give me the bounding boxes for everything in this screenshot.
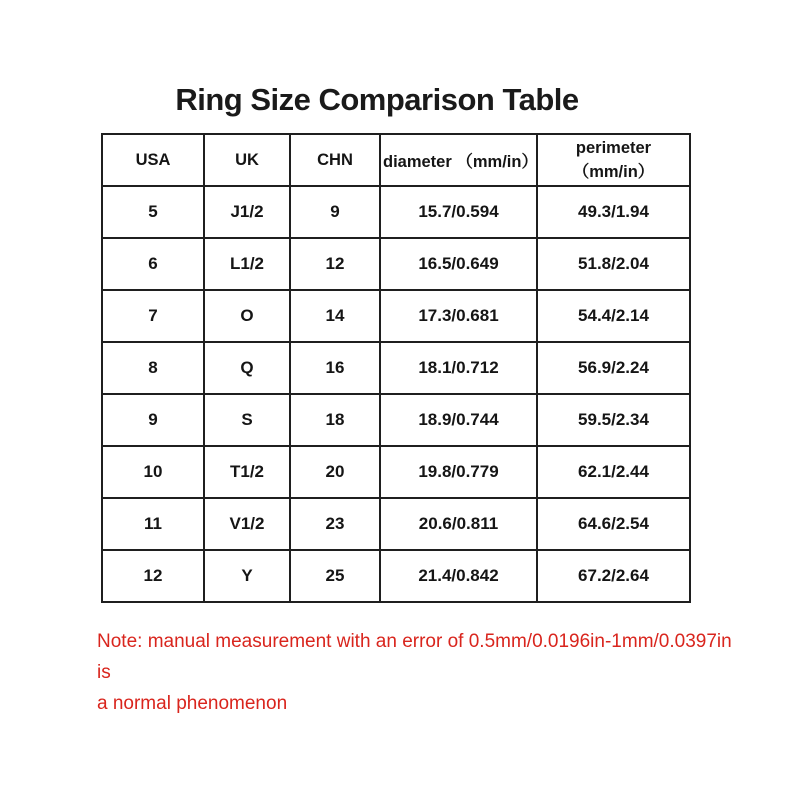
table-cell: 17.3/0.681 <box>380 290 537 342</box>
column-header-chn: CHN <box>290 134 380 186</box>
table-cell: 23 <box>290 498 380 550</box>
table-cell: T1/2 <box>204 446 290 498</box>
table-cell: 64.6/2.54 <box>537 498 690 550</box>
table-cell: V1/2 <box>204 498 290 550</box>
column-header-diameter: diameter （mm/in） <box>380 134 537 186</box>
table-cell: 14 <box>290 290 380 342</box>
table-cell: 18.1/0.712 <box>380 342 537 394</box>
note-line-1: Note: manual measurement with an error of 0.5mm/0.0196in-1mm/0.0397in is <box>97 631 732 683</box>
table-cell: 49.3/1.94 <box>537 186 690 238</box>
column-header-usa: USA <box>102 134 204 186</box>
note-line-2: a normal phenomenon <box>97 693 288 714</box>
table-cell: O <box>204 290 290 342</box>
table-cell: 20.6/0.811 <box>380 498 537 550</box>
table-cell: S <box>204 394 290 446</box>
measurement-note <box>97 626 737 719</box>
table-row <box>102 186 690 238</box>
table-cell: 62.1/2.44 <box>537 446 690 498</box>
table-cell: 8 <box>102 342 204 394</box>
table-row <box>102 550 690 602</box>
table-cell: L1/2 <box>204 238 290 290</box>
table-cell: 15.7/0.594 <box>380 186 537 238</box>
table-row <box>102 238 690 290</box>
table-header-row <box>102 134 690 186</box>
table-cell: 6 <box>102 238 204 290</box>
table-row <box>102 446 690 498</box>
ring-size-comparison-table <box>101 133 691 603</box>
table-cell: 7 <box>102 290 204 342</box>
table-cell: 51.8/2.04 <box>537 238 690 290</box>
column-header-uk: UK <box>204 134 290 186</box>
page-title: Ring Size Comparison Table <box>175 82 579 117</box>
table-cell: 54.4/2.14 <box>537 290 690 342</box>
table-cell: 20 <box>290 446 380 498</box>
table-cell: J1/2 <box>204 186 290 238</box>
table-cell: 10 <box>102 446 204 498</box>
table-row <box>102 342 690 394</box>
table-cell: 9 <box>290 186 380 238</box>
table-cell: 19.8/0.779 <box>380 446 537 498</box>
table-cell: 5 <box>102 186 204 238</box>
table-cell: 12 <box>102 550 204 602</box>
table-cell: Y <box>204 550 290 602</box>
table-cell: 9 <box>102 394 204 446</box>
table-cell: 18 <box>290 394 380 446</box>
table-row <box>102 290 690 342</box>
table-cell: 18.9/0.744 <box>380 394 537 446</box>
table-cell: 56.9/2.24 <box>537 342 690 394</box>
table-cell: 12 <box>290 238 380 290</box>
table-body <box>102 186 690 602</box>
table-cell: 16 <box>290 342 380 394</box>
table-cell: Q <box>204 342 290 394</box>
table-cell: 59.5/2.34 <box>537 394 690 446</box>
table-cell: 67.2/2.64 <box>537 550 690 602</box>
column-header-perimeter: perimeter（mm/in） <box>537 134 690 186</box>
table-cell: 25 <box>290 550 380 602</box>
table-row <box>102 394 690 446</box>
table-cell: 21.4/0.842 <box>380 550 537 602</box>
table-cell: 11 <box>102 498 204 550</box>
table-cell: 16.5/0.649 <box>380 238 537 290</box>
table-row <box>102 498 690 550</box>
